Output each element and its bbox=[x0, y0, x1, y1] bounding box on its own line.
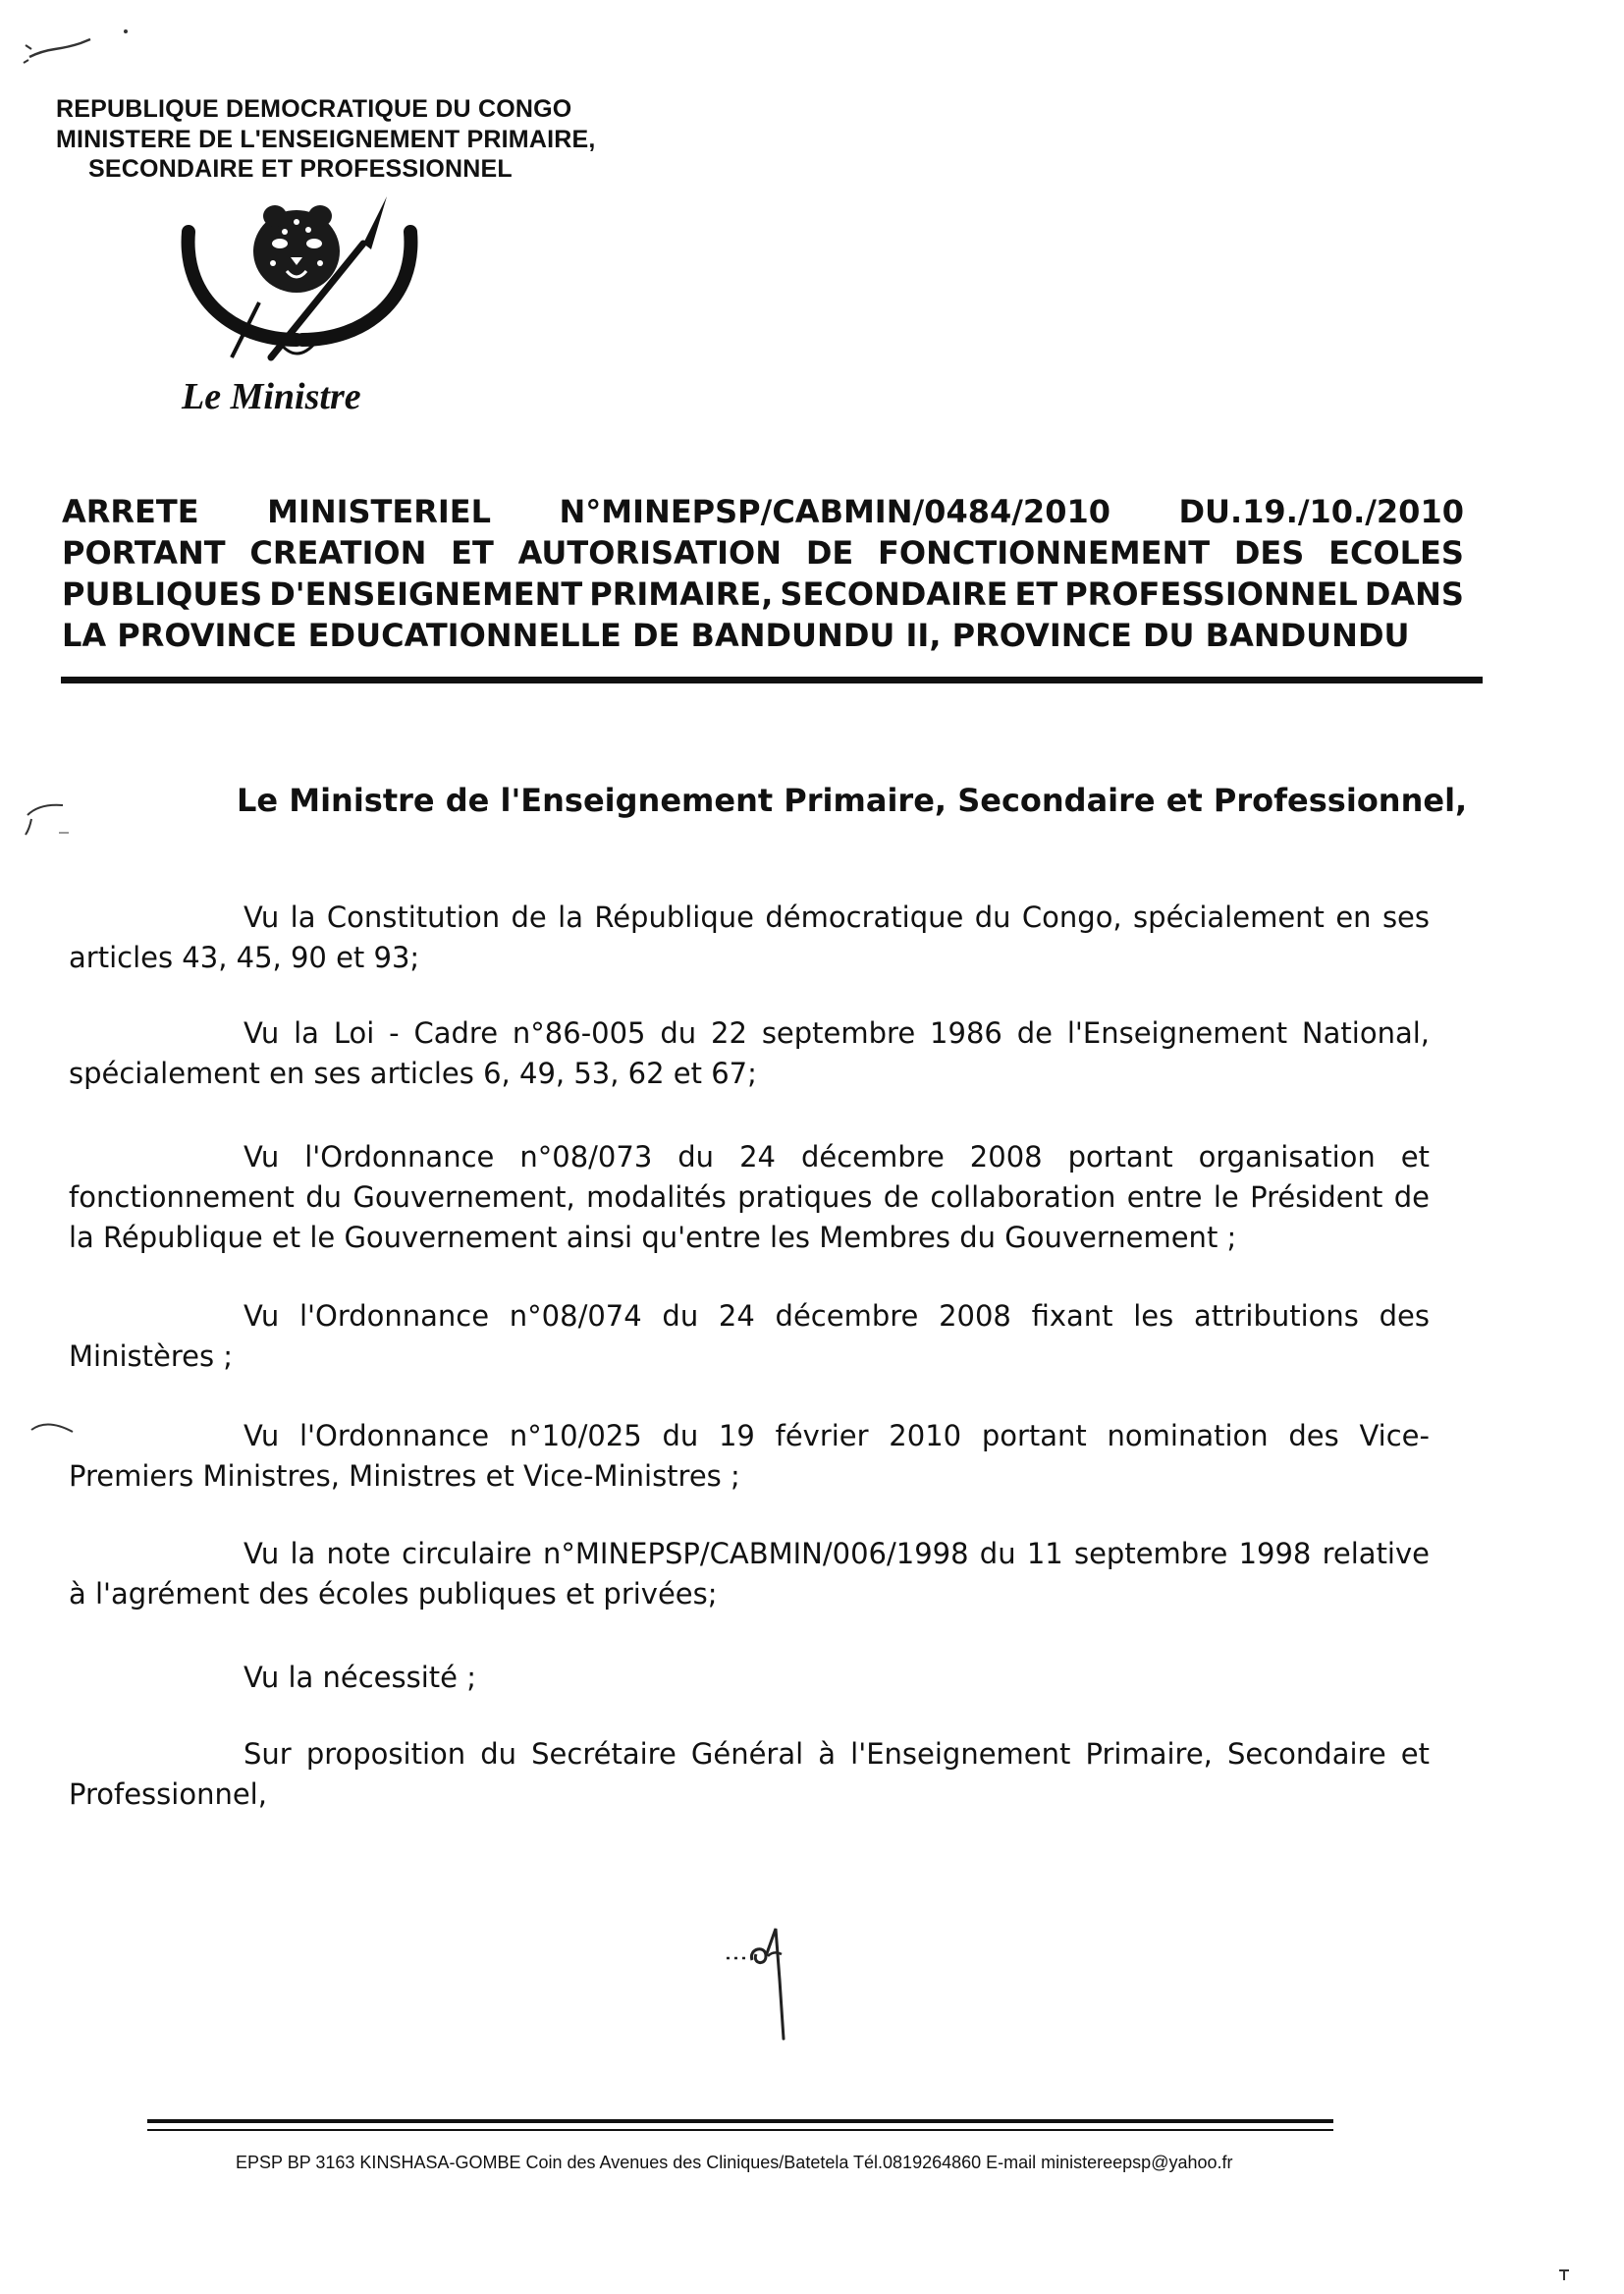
title-word: DE bbox=[805, 534, 854, 572]
title-word: MINISTERIEL bbox=[267, 493, 492, 530]
title-word: ARRETE bbox=[62, 493, 199, 530]
title-row-2 bbox=[62, 532, 1464, 574]
header-ministry: MINISTERE DE L'ENSEIGNEMENT PRIMAIRE, bbox=[56, 126, 596, 153]
paragraph-proposition: Sur proposition du Secrétaire Général à l'Enseignement Primaire, Secondaire et Professionnel, bbox=[69, 1737, 1430, 1811]
title-line: LA PROVINCE EDUCATIONNELLE DE BANDUNDU II, PROVINCE DU BANDUNDU bbox=[62, 617, 1410, 654]
title-word: PROFESSIONNEL bbox=[1064, 575, 1358, 613]
title-row-4 bbox=[62, 615, 1464, 656]
decree-date: DU.19./10./2010 bbox=[1178, 493, 1464, 530]
title-word: PORTANT bbox=[62, 534, 226, 572]
footer-rule-bottom bbox=[147, 2129, 1333, 2131]
scan-mark-top-left bbox=[22, 18, 130, 67]
title-word: AUTORISATION bbox=[517, 534, 783, 572]
footer-address: EPSP BP 3163 KINSHASA-GOMBE Coin des Avenues des Cliniques/Batetela Tél.0819264860 E-mail ministereepsp@yahoo.fr bbox=[236, 2153, 1233, 2172]
handwritten-initials bbox=[723, 1921, 821, 2048]
header-ministry-cont: SECONDAIRE ET PROFESSIONNEL bbox=[88, 155, 513, 183]
title-word: SECONDAIRE bbox=[780, 575, 1008, 613]
scan-mark-left-1 bbox=[20, 786, 79, 845]
subject-line: Le Ministre de l'Enseignement Primaire, Secondaire et Professionnel, bbox=[237, 782, 1468, 819]
title-word: DES bbox=[1233, 534, 1305, 572]
footer-rule-top bbox=[147, 2119, 1333, 2123]
paragraph-note-circulaire: Vu la note circulaire n°MINEPSP/CABMIN/006/1998 du 11 septembre 1998 relative à l'agrément des écoles publiques et privées; bbox=[69, 1537, 1430, 1611]
scan-mark-bottom-right bbox=[1555, 2265, 1575, 2284]
title-word: PUBLIQUES bbox=[62, 575, 263, 613]
header-republic: REPUBLIQUE DEMOCRATIQUE DU CONGO bbox=[56, 95, 572, 123]
title-word: D'ENSEIGNEMENT bbox=[269, 575, 583, 613]
title-row-3 bbox=[62, 574, 1464, 615]
decree-title bbox=[62, 491, 1464, 656]
paragraph-ordonnance-08-073: Vu l'Ordonnance n°08/073 du 24 décembre 2008 portant organisation et fonctionnement du Gouvernement, modalités pratiques de collaboration entre le Président de la République et le Gouvernement ainsi qu'entre les Membres du Gouvernement ; bbox=[69, 1140, 1430, 1254]
title-word: PRIMAIRE, bbox=[589, 575, 774, 613]
paragraph-ordonnance-10-025: Vu l'Ordonnance n°10/025 du 19 février 2010 portant nomination des Vice-Premiers Ministres, Ministres et Vice-Ministres ; bbox=[69, 1419, 1430, 1493]
paragraph-ordonnance-08-074: Vu l'Ordonnance n°08/074 du 24 décembre 2008 fixant les attributions des Ministères ; bbox=[69, 1299, 1430, 1373]
minister-signature-label: Le Ministre bbox=[182, 376, 361, 417]
congo-coat-of-arms-icon bbox=[177, 192, 422, 369]
title-row-1 bbox=[62, 491, 1464, 532]
paragraph-necessite: Vu la nécessité ; bbox=[244, 1661, 476, 1694]
title-underline bbox=[61, 677, 1483, 683]
title-word: DANS bbox=[1364, 575, 1464, 613]
title-word: ECOLES bbox=[1328, 534, 1464, 572]
paragraph-loi-cadre: Vu la Loi - Cadre n°86-005 du 22 septembre 1986 de l'Enseignement National, spécialement en ses articles 6, 49, 53, 62 et 67; bbox=[69, 1016, 1430, 1090]
title-word: FONCTIONNEMENT bbox=[878, 534, 1211, 572]
title-word: ET bbox=[1014, 575, 1058, 613]
decree-number: N°MINEPSP/CABMIN/0484/2010 bbox=[559, 493, 1110, 530]
title-word: CREATION bbox=[249, 534, 427, 572]
paragraph-constitution: Vu la Constitution de la République démocratique du Congo, spécialement en ses articles 43, 45, 90 et 93; bbox=[69, 901, 1430, 974]
title-word: ET bbox=[451, 534, 494, 572]
